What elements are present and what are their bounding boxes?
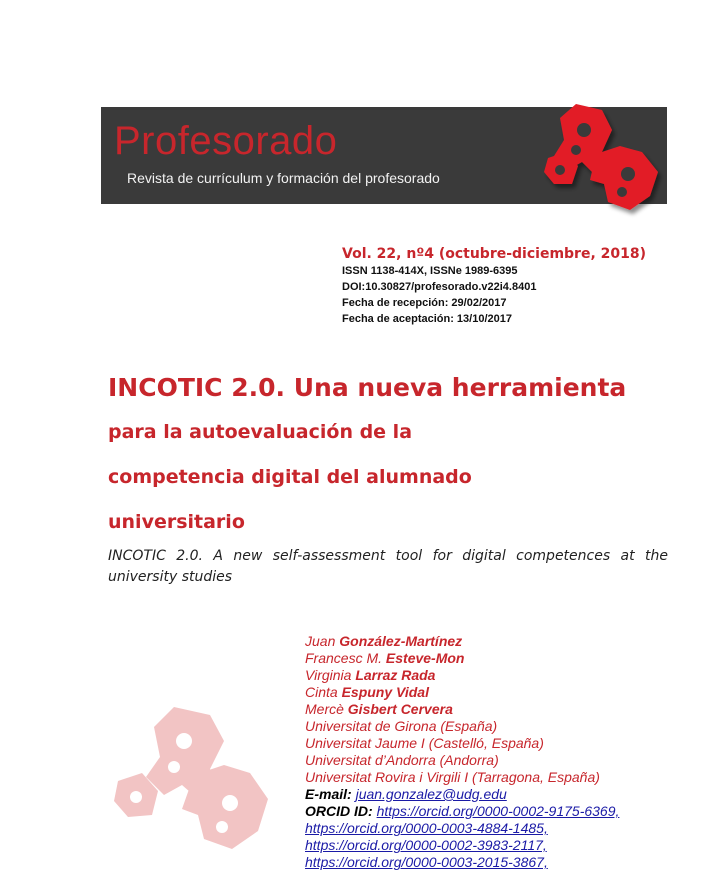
volume-line: Vol. 22, nº4 (octubre-diciembre, 2018) xyxy=(342,246,647,262)
orcid-link[interactable]: https://orcid.org/0000-0002-3983-2117, xyxy=(305,837,547,853)
issn-line: ISSN 1138-414X, ISSNe 1989-6395 xyxy=(342,265,518,277)
orcid-link[interactable]: https://orcid.org/0000-0002-9175-6369, xyxy=(376,803,620,819)
title-line: para la autoevaluación de la xyxy=(108,421,413,443)
author-given-name: Juan xyxy=(305,633,336,649)
email-label: E-mail: xyxy=(305,786,352,802)
author-family-name: González-Martínez xyxy=(339,633,463,649)
orcid-line xyxy=(305,837,715,854)
doi-line: DOI:10.30827/profesorado.v22i4.8401 xyxy=(342,281,537,293)
author-line xyxy=(305,684,715,701)
article-title xyxy=(108,365,688,545)
orcid-link[interactable]: https://orcid.org/0000-0003-4884-1485, xyxy=(305,820,548,836)
author-given-name: Virginia xyxy=(305,667,352,683)
received-date: Fecha de recepción: 29/02/2017 xyxy=(342,297,507,309)
author-line xyxy=(305,633,715,650)
author-line xyxy=(305,667,715,684)
issue-metadata xyxy=(342,245,646,327)
title-line: universitario xyxy=(108,511,245,533)
affiliation-line: Universitat d’Andorra (Andorra) xyxy=(305,752,499,768)
author-line xyxy=(305,701,715,718)
author-given-name: Cinta xyxy=(305,684,338,700)
author-given-name: Mercè xyxy=(305,701,344,717)
orcid-line xyxy=(305,820,715,837)
accepted-date: Fecha de aceptación: 13/10/2017 xyxy=(342,313,512,325)
title-line: INCOTIC 2.0. Una nueva herramienta xyxy=(108,373,627,402)
author-family-name: Gisbert Cervera xyxy=(347,701,453,717)
author-block xyxy=(305,633,715,871)
english-title: INCOTIC 2.0. A new self-assessment tool for digital competences at the university studies xyxy=(108,548,668,585)
orcid-line xyxy=(305,803,715,820)
author-given-name: Francesc M. xyxy=(305,650,383,666)
email-line xyxy=(305,786,715,803)
author-family-name: Esteve-Mon xyxy=(385,650,465,666)
email-link[interactable]: juan.gonzalez@udg.edu xyxy=(355,786,507,802)
watermark-mark-icon xyxy=(112,705,272,865)
orcid-label: ORCID ID: xyxy=(305,803,373,819)
orcid-link[interactable]: https://orcid.org/0000-0003-2015-3867, xyxy=(305,854,548,870)
author-family-name: Espuny Vidal xyxy=(341,684,429,700)
affiliation-line: Universitat de Girona (España) xyxy=(305,718,498,734)
journal-logo-subtitle: Revista de currículum y formación del profesorado xyxy=(127,170,440,186)
affiliation-line: Universitat Rovira i Virgili I (Tarragona, España) xyxy=(305,769,600,785)
author-family-name: Larraz Rada xyxy=(355,667,436,683)
author-line xyxy=(305,650,715,667)
journal-logo-title: Profesorado xyxy=(114,119,338,163)
journal-mark-icon xyxy=(538,100,666,220)
orcid-line xyxy=(305,854,715,871)
title-line: competencia digital del alumnado xyxy=(108,466,472,488)
affiliation-line: Universitat Jaume I (Castelló, España) xyxy=(305,735,544,751)
